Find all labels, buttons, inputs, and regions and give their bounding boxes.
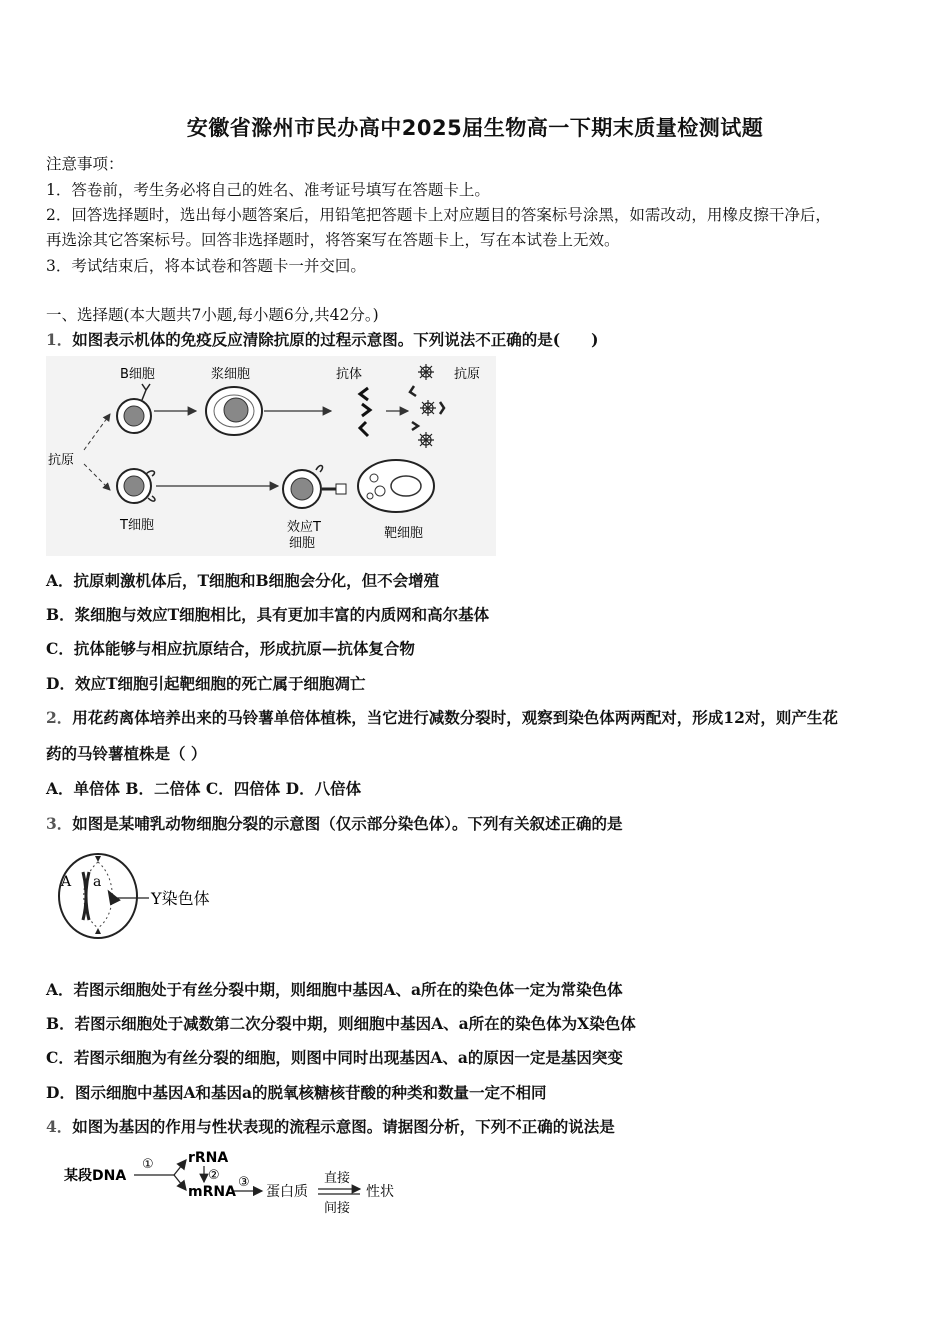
protein-label: 蛋白质	[266, 1184, 308, 1200]
q1-option-c: C．抗体能够与相应抗原结合，形成抗原—抗体复合物	[46, 639, 415, 658]
question-3-stem	[46, 812, 623, 834]
question-number: 4．	[46, 1117, 73, 1136]
question-2-stem	[46, 706, 838, 728]
question-number: 2．	[46, 708, 73, 727]
q1-option-a: A．抗原刺激机体后，T细胞和B细胞会分化，但不会增殖	[46, 571, 440, 590]
step-1-label: ①	[142, 1157, 154, 1172]
step-3-label: ③	[238, 1175, 250, 1190]
antigen-label-right: 抗原	[454, 367, 481, 382]
plasma-cell	[206, 387, 262, 435]
immune-response-diagram	[46, 356, 496, 556]
notice-item: 2．回答选择题时，选出每小题答案后，用铅笔把答题卡上对应题目的答案标号涂黑，如需改动，用橡皮擦干净后，	[46, 206, 831, 224]
question-text: 如图是某哺乳动物细胞分裂的示意图（仅示部分染色体）。下列有关叙述正确的是	[72, 814, 623, 833]
question-4-stem	[46, 1115, 615, 1137]
mrna-label: mRNA	[188, 1184, 236, 1200]
effector-t-label-1: 效应T	[287, 520, 321, 535]
cell-division-diagram	[55, 848, 225, 944]
plasma-cell-label: 浆细胞	[211, 367, 251, 382]
notice-item: 再选涂其它答案标号。回答非选择题时，将答案写在答题卡上，写在本试卷上无效。	[46, 231, 620, 249]
rrna-label: rRNA	[188, 1150, 229, 1166]
question-number: 3．	[46, 814, 73, 833]
b-cell-label: B细胞	[120, 367, 155, 382]
q1-option-b: B．浆细胞与效应T细胞相比，具有更加丰富的内质网和高尔基体	[46, 605, 490, 624]
question-1-stem	[46, 328, 598, 350]
question-text: 如图表示机体的免疫反应清除抗原的过程示意图。下列说法不正确的是( )	[72, 330, 599, 349]
q3-option-a: A．若图示细胞处于有丝分裂中期，则细胞中基因A、a所在的染色体一定为常染色体	[46, 980, 623, 999]
q3-option-b: B．若图示细胞处于减数第二次分裂中期，则细胞中基因A、a所在的染色体为X染色体	[46, 1014, 636, 1033]
notice-heading: 注意事项：	[46, 155, 124, 173]
gene-expression-flow-diagram	[62, 1146, 407, 1218]
page-title: 安徽省滁州市民办高中2025届生物高一下期末质量检测试题	[186, 116, 764, 140]
gene-a-lower-label: a	[93, 874, 102, 890]
q1-option-d: D．效应T细胞引起靶细胞的死亡属于细胞凋亡	[46, 674, 366, 693]
direct-label: 直接	[324, 1171, 351, 1186]
dna-label: 某段DNA	[64, 1168, 127, 1184]
y-chromosome-label: Y染色体	[151, 889, 210, 908]
antibody-label: 抗体	[336, 367, 363, 382]
gene-a-upper-label: A	[61, 874, 72, 890]
antigen-label-left: 抗原	[48, 453, 75, 468]
target-cell-label: 靶细胞	[384, 526, 424, 541]
t-cell-label: T细胞	[120, 518, 154, 533]
indirect-label: 间接	[324, 1201, 351, 1216]
q2-options: A．单倍体 B．二倍体 C．四倍体 D．八倍体	[46, 779, 362, 798]
question-text: 用花药离体培养出来的马铃薯单倍体植株，当它进行减数分裂时，观察到染色体两两配对，形成12对，则产生花	[72, 708, 838, 727]
q3-option-c: C．若图示细胞为有丝分裂的细胞，则图中同时出现基因A、a的原因一定是基因突变	[46, 1048, 623, 1067]
notice-item: 1．答卷前，考生务必将自己的姓名、准考证号填写在答题卡上。	[46, 181, 490, 199]
question-2-stem-cont: 药的马铃薯植株是（ ）	[46, 744, 207, 763]
question-text: 如图为基因的作用与性状表现的流程示意图。请据图分析，下列不正确的说法是	[72, 1117, 615, 1136]
step-2-label: ②	[208, 1168, 220, 1183]
q3-option-d: D．图示细胞中基因A和基因a的脱氧核糖核苷酸的种类和数量一定不相同	[46, 1083, 547, 1102]
effector-t-label-2: 细胞	[289, 536, 316, 551]
trait-label: 性状	[366, 1184, 394, 1200]
notice-item: 3．考试结束后，将本试卷和答题卡一并交回。	[46, 257, 366, 275]
target-cell	[358, 460, 434, 512]
question-number: 1．	[46, 330, 73, 349]
section-heading: 一、选择题(本大题共7小题,每小题6分,共42分。)	[46, 306, 379, 324]
